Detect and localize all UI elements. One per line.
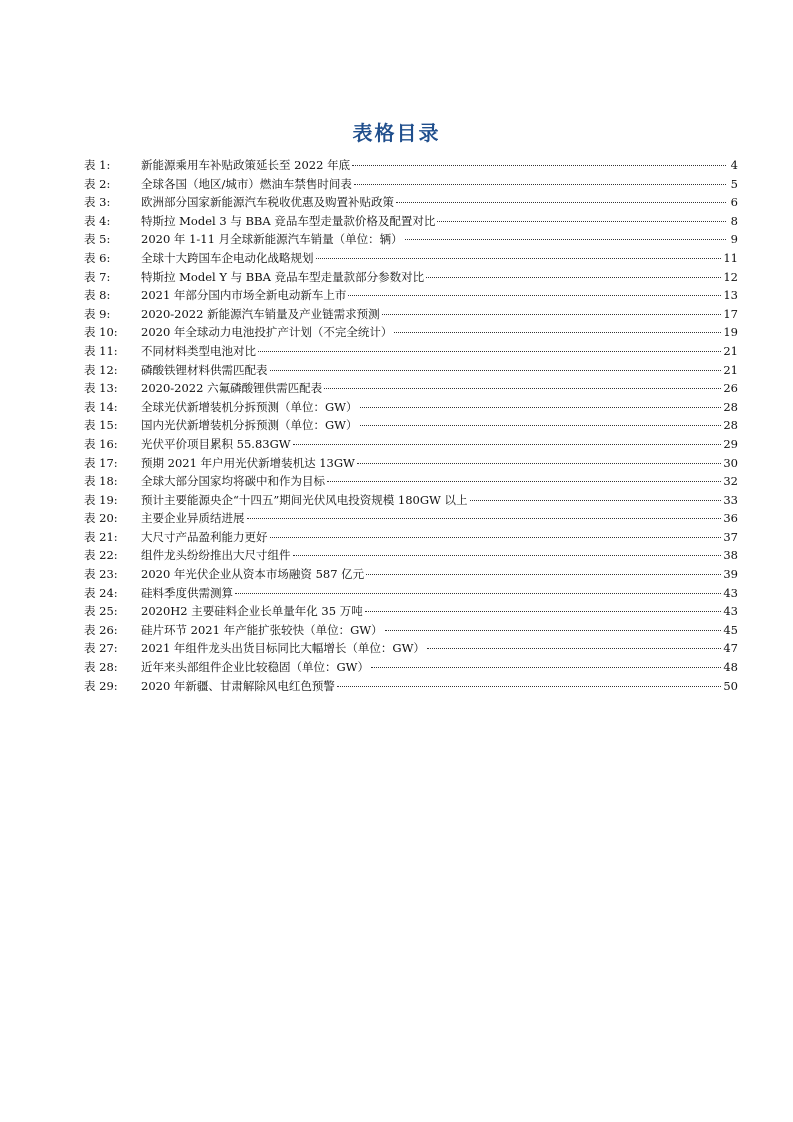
toc-entry-label: 表 4:	[84, 213, 111, 228]
toc-entry-page-number[interactable]: 43	[723, 585, 738, 600]
toc-entry[interactable]	[84, 639, 738, 658]
toc-entry-label: 表 10:	[84, 325, 118, 340]
toc-entry-label: 表 21:	[84, 529, 118, 544]
toc-entry-label: 表 3:	[84, 195, 111, 210]
toc-entry[interactable]	[84, 361, 738, 380]
toc-entry-page-number[interactable]: 19	[723, 325, 738, 340]
toc-entry[interactable]	[84, 621, 738, 640]
toc-entry[interactable]	[84, 268, 738, 287]
table-of-contents	[84, 156, 738, 695]
toc-entry-title[interactable]: 国内光伏新增装机分拆预测（单位：GW）	[141, 418, 358, 433]
toc-entry-page-number[interactable]: 8	[730, 213, 738, 228]
toc-entry-title[interactable]: 特斯拉 Model 3 与 BBA 竞品车型走量款价格及配置对比	[141, 213, 436, 228]
toc-entry-page-number[interactable]: 39	[723, 567, 738, 582]
toc-entry-label: 表 16:	[84, 436, 118, 451]
toc-dot-leader	[394, 332, 721, 333]
toc-dot-leader	[324, 388, 721, 389]
toc-dot-leader	[405, 239, 726, 240]
toc-dot-leader	[352, 165, 726, 166]
toc-entry[interactable]	[84, 454, 738, 473]
toc-dot-leader	[371, 667, 721, 668]
toc-entry-label: 表 22:	[84, 548, 118, 563]
toc-entry[interactable]	[84, 323, 738, 342]
toc-entry-label: 表 26:	[84, 622, 118, 637]
toc-entry[interactable]	[84, 175, 738, 194]
toc-dot-leader	[293, 555, 722, 556]
toc-entry-page-number[interactable]: 29	[723, 436, 738, 451]
toc-dot-leader	[348, 295, 721, 296]
toc-entry[interactable]	[84, 286, 738, 305]
toc-entry[interactable]	[84, 398, 738, 417]
toc-dot-leader	[357, 463, 721, 464]
toc-dot-leader	[426, 277, 721, 278]
toc-entry-title[interactable]: 2021 年组件龙头出货目标同比大幅增长（单位：GW）	[141, 641, 425, 656]
toc-entry[interactable]	[84, 305, 738, 324]
toc-dot-leader	[337, 686, 721, 687]
toc-entry-title[interactable]: 2020-2022 六氟磷酸锂供需匹配表	[141, 381, 323, 396]
toc-dot-leader	[366, 574, 721, 575]
toc-entry[interactable]	[84, 546, 738, 565]
toc-dot-leader	[385, 630, 722, 631]
toc-entry[interactable]	[84, 342, 738, 361]
toc-entry-label: 表 8:	[84, 288, 111, 303]
toc-entry-title[interactable]: 预计主要能源央企“十四五”期间光伏风电投资规模 180GW 以上	[141, 492, 468, 507]
toc-dot-leader	[360, 425, 722, 426]
toc-entry-page-number[interactable]: 32	[723, 474, 738, 489]
toc-entry-title[interactable]: 2020H2 主要硅料企业长单量年化 35 万吨	[141, 604, 363, 619]
toc-entry-label: 表 5:	[84, 232, 111, 247]
toc-entry-page-number[interactable]: 28	[723, 418, 738, 433]
toc-entry-title[interactable]: 组件龙头纷纷推出大尺寸组件	[141, 548, 291, 563]
toc-dot-leader	[470, 500, 722, 501]
toc-dot-leader	[270, 537, 722, 538]
toc-entry-label: 表 7:	[84, 269, 111, 284]
toc-entry-label: 表 12:	[84, 362, 118, 377]
toc-entry[interactable]	[84, 379, 738, 398]
toc-entry[interactable]	[84, 435, 738, 454]
toc-entry-page-number[interactable]: 26	[723, 381, 738, 396]
toc-entry-page-number[interactable]: 4	[730, 158, 738, 172]
toc-entry-title[interactable]: 大尺寸产品盈利能力更好	[141, 529, 268, 544]
toc-entry-page-number[interactable]: 33	[723, 492, 738, 507]
toc-entry-label: 表 14:	[84, 399, 118, 414]
toc-entry[interactable]	[84, 491, 738, 510]
toc-entry[interactable]	[84, 509, 738, 528]
toc-entry-title[interactable]: 主要企业异质结进展	[141, 511, 245, 526]
toc-entry-page-number[interactable]: 50	[723, 678, 738, 693]
toc-dot-leader	[258, 351, 721, 352]
toc-entry-title[interactable]: 2020 年新疆、甘肃解除风电红色预警	[141, 678, 335, 693]
toc-dot-leader	[365, 611, 722, 612]
toc-entry-page-number[interactable]: 37	[723, 529, 738, 544]
toc-entry[interactable]	[84, 677, 738, 696]
toc-entry-page-number[interactable]: 6	[730, 195, 738, 210]
toc-entry-title[interactable]: 欧洲部分国家新能源汽车税收优惠及购置补贴政策	[141, 195, 394, 210]
toc-entry-title[interactable]: 预期 2021 年户用光伏新增装机达 13GW	[141, 455, 355, 470]
toc-entry[interactable]	[84, 528, 738, 547]
page-title: 表格目录	[352, 121, 441, 145]
toc-entry-label: 表 9:	[84, 306, 111, 321]
toc-entry-title[interactable]: 磷酸铁锂材料供需匹配表	[141, 362, 268, 377]
toc-entry-title[interactable]: 2021 年部分国内市场全新电动新车上市	[141, 288, 347, 303]
toc-entry-title[interactable]: 全球各国（地区/城市）燃油车禁售时间表	[141, 176, 352, 191]
toc-entry[interactable]	[84, 565, 738, 584]
toc-dot-leader	[293, 444, 722, 445]
toc-entry-label: 表 11:	[84, 343, 118, 358]
toc-entry[interactable]	[84, 249, 738, 268]
toc-dot-leader	[316, 258, 722, 259]
toc-entry-title[interactable]: 2020 年全球动力电池投扩产计划（不完全统计）	[141, 325, 393, 340]
toc-dot-leader	[270, 370, 722, 371]
toc-entry-page-number[interactable]: 9	[730, 232, 738, 247]
toc-entry-label: 表 29:	[84, 678, 118, 693]
toc-entry-title[interactable]: 近年来头部组件企业比较稳固（单位：GW）	[141, 660, 370, 675]
toc-entry-label: 表 17:	[84, 455, 118, 470]
toc-dot-leader	[437, 221, 726, 222]
toc-entry-title[interactable]: 全球光伏新增装机分拆预测（单位：GW）	[141, 399, 358, 414]
toc-entry-label: 表 19:	[84, 492, 118, 507]
toc-entry-page-number[interactable]: 43	[723, 604, 738, 619]
toc-entry-title[interactable]: 全球大部分国家均将碳中和作为目标	[141, 474, 325, 489]
toc-entry-page-number[interactable]: 28	[723, 399, 738, 414]
toc-entry-page-number[interactable]: 13	[723, 288, 738, 303]
toc-dot-leader	[382, 314, 722, 315]
toc-entry-page-number[interactable]: 5	[730, 176, 738, 191]
toc-entry[interactable]	[84, 193, 738, 212]
toc-entry-page-number[interactable]: 17	[723, 306, 738, 321]
toc-entry-page-number[interactable]: 12	[723, 269, 738, 284]
toc-entry-title[interactable]: 新能源乘用车补贴政策延长至 2022 年底	[141, 158, 351, 172]
toc-dot-leader	[235, 593, 721, 594]
toc-entry[interactable]	[84, 602, 738, 621]
toc-entry-label: 表 15:	[84, 418, 118, 433]
toc-entry-title[interactable]: 2020 年光伏企业从资本市场融资 587 亿元	[141, 567, 365, 582]
toc-entry-label: 表 28:	[84, 660, 118, 675]
toc-dot-leader	[427, 648, 721, 649]
toc-dot-leader	[360, 407, 722, 408]
toc-entry-page-number[interactable]: 48	[723, 660, 738, 675]
toc-entry-label: 表 23:	[84, 567, 118, 582]
toc-entry-label: 表 6:	[84, 250, 111, 265]
toc-entry-page-number[interactable]: 45	[723, 622, 738, 637]
toc-entry-page-number[interactable]: 36	[723, 511, 738, 526]
toc-entry-title[interactable]: 光伏平价项目累积 55.83GW	[141, 436, 291, 451]
toc-entry-page-number[interactable]: 38	[723, 548, 738, 563]
toc-entry-page-number[interactable]: 11	[723, 250, 738, 265]
toc-entry[interactable]	[84, 472, 738, 491]
toc-dot-leader	[247, 518, 722, 519]
toc-entry-label: 表 27:	[84, 641, 118, 656]
toc-entry-label: 表 13:	[84, 381, 118, 396]
toc-entry-label: 表 25:	[84, 604, 118, 619]
toc-entry-label: 表 2:	[84, 176, 111, 191]
toc-entry-title[interactable]: 特斯拉 Model Y 与 BBA 竞品车型走量款部分参数对比	[141, 269, 425, 284]
toc-entry[interactable]	[84, 658, 738, 677]
toc-entry-title[interactable]: 硅料季度供需测算	[141, 585, 233, 600]
toc-entry-title[interactable]: 2020 年 1-11 月全球新能源汽车销量（单位：辆）	[141, 232, 403, 247]
toc-entry-label: 表 18:	[84, 474, 118, 489]
toc-entry-page-number[interactable]: 47	[723, 641, 738, 656]
toc-entry[interactable]	[84, 230, 738, 249]
toc-entry-page-number[interactable]: 21	[723, 362, 738, 377]
toc-entry-page-number[interactable]: 30	[723, 455, 738, 470]
toc-entry-title[interactable]: 不同材料类型电池对比	[141, 343, 256, 358]
toc-entry[interactable]	[84, 156, 738, 175]
toc-entry-label: 表 20:	[84, 511, 118, 526]
toc-entry[interactable]	[84, 584, 738, 603]
toc-entry-page-number[interactable]: 21	[723, 343, 738, 358]
toc-dot-leader	[396, 202, 726, 203]
toc-entry-label: 表 24:	[84, 585, 118, 600]
toc-entry-title[interactable]: 全球十大跨国车企电动化战略规划	[141, 250, 314, 265]
toc-entry[interactable]	[84, 416, 738, 435]
toc-entry-title[interactable]: 硅片环节 2021 年产能扩张较快（单位：GW）	[141, 622, 383, 637]
toc-dot-leader	[354, 184, 726, 185]
toc-entry-label: 表 1:	[84, 158, 111, 172]
toc-entry-title[interactable]: 2020-2022 新能源汽车销量及产业链需求预测	[141, 306, 380, 321]
toc-entry[interactable]	[84, 212, 738, 231]
toc-dot-leader	[327, 481, 721, 482]
